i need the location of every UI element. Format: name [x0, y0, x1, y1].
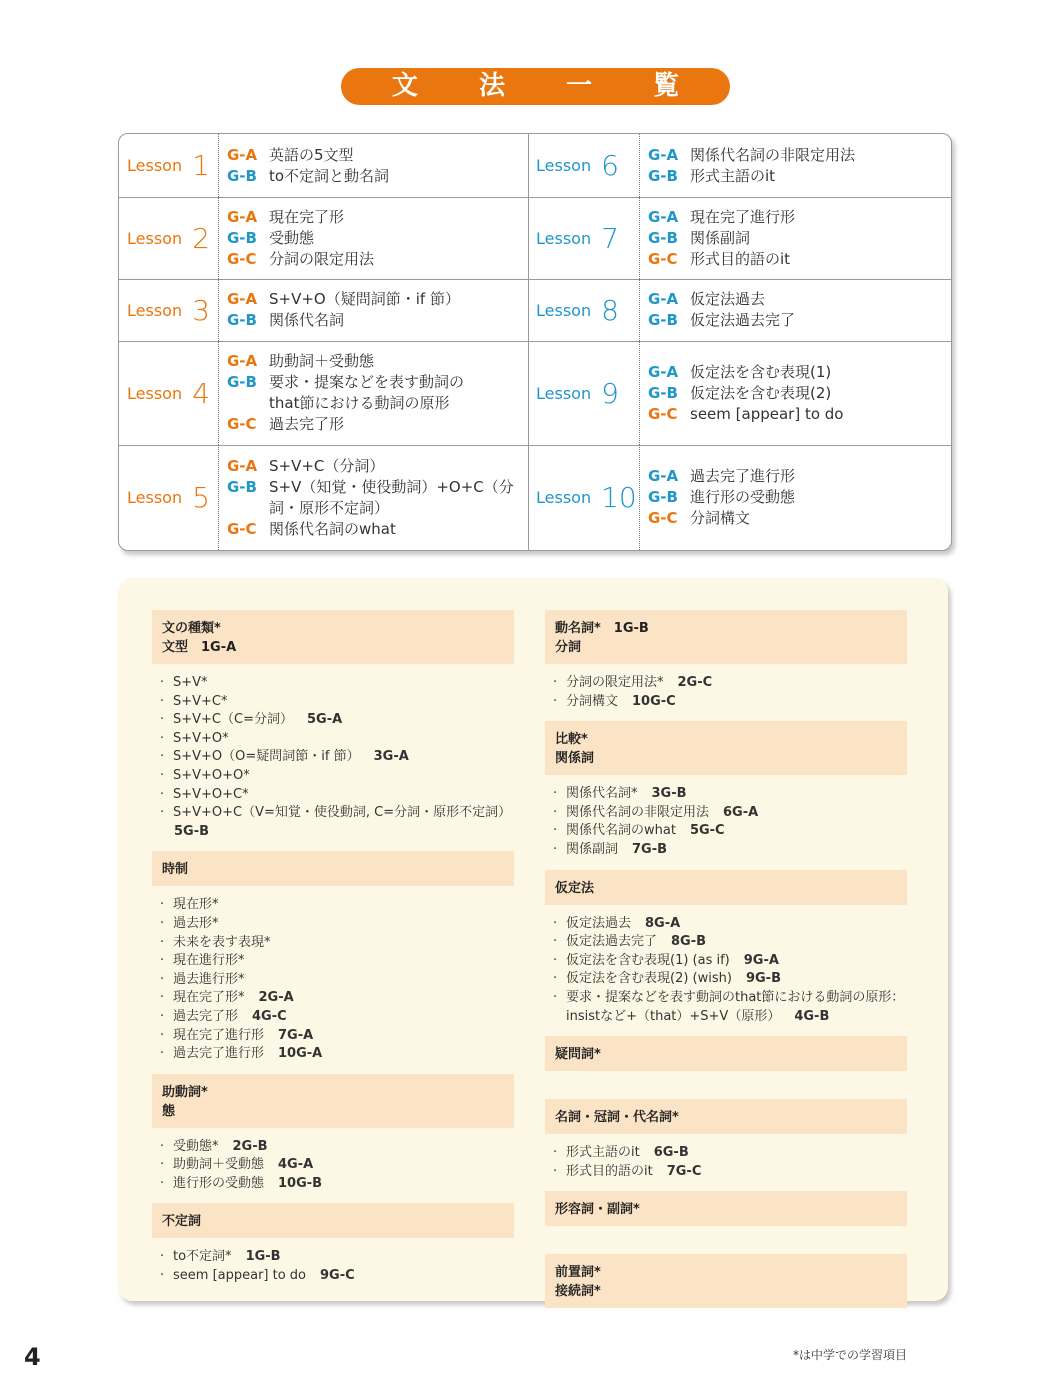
- index-item-text: 形式主語のit: [566, 1145, 640, 1161]
- grammar-item: [648, 166, 952, 187]
- index-section-heading: [152, 610, 514, 664]
- index-section-heading: [545, 1099, 907, 1134]
- heading-line: 比較*: [555, 732, 588, 748]
- grammar-item: [227, 228, 535, 249]
- index-section-heading: [545, 1036, 907, 1071]
- heading-line: 関係詞: [555, 751, 595, 767]
- index-item-text: S+V+O（O=疑問詞節・if 節）: [173, 749, 360, 765]
- grammar-code: G-A: [227, 456, 258, 475]
- index-item-text: 現在形*: [173, 897, 219, 913]
- index-item-text: 現在進行形*: [173, 953, 245, 969]
- grammar-topic: 現在完了形: [269, 207, 345, 226]
- index-item-text: S+V+C*: [173, 693, 228, 709]
- lesson-row: [529, 197, 952, 280]
- index-item: [160, 915, 514, 934]
- index-item-text: 形式目的語のit: [566, 1163, 653, 1179]
- lesson-number: 3: [192, 293, 210, 327]
- grammar-index: [118, 578, 948, 1363]
- index-item-text: 仮定法を含む表現(1) (as if): [566, 952, 730, 968]
- lesson-reference: 5G-B: [174, 823, 210, 839]
- index-right-column: [545, 610, 907, 1363]
- lesson-reference: 6G-B: [653, 1145, 689, 1161]
- grammar-item: [227, 372, 535, 393]
- index-section-heading: [545, 870, 907, 905]
- grammar-code: [227, 393, 269, 414]
- lesson-reference: 10G-B: [278, 1175, 323, 1191]
- index-item: [553, 822, 907, 841]
- index-section-heading: [545, 610, 907, 664]
- grammar-topic: 関係代名詞のwhat: [269, 519, 396, 538]
- index-item: [553, 674, 907, 693]
- grammar-item: [227, 249, 535, 270]
- grammar-code: G-B: [648, 166, 678, 185]
- lesson-word: Lesson: [127, 300, 183, 320]
- index-item: [553, 933, 907, 952]
- lesson-reference: 3G-B: [651, 786, 687, 802]
- lesson-number: 2: [192, 221, 210, 255]
- lesson-reference: 4G-B: [794, 1008, 830, 1024]
- grammar-topic: seem [appear] to do: [690, 404, 844, 423]
- grammar-code: G-C: [227, 519, 257, 538]
- index-item-text: S+V+O+O*: [173, 767, 250, 783]
- grammar-code: G-C: [648, 404, 678, 423]
- page-title-banner: 文 法 一 覧: [341, 68, 730, 105]
- lesson-label: [529, 197, 639, 279]
- index-item-list: [152, 1238, 514, 1295]
- lesson-number: 1: [192, 149, 210, 182]
- grammar-topic: 関係副詞: [690, 228, 751, 247]
- lesson-label: [119, 197, 227, 279]
- grammar-item: [648, 508, 952, 529]
- heading-line: 疑問詞*: [555, 1047, 601, 1063]
- grammar-code: G-B: [648, 488, 678, 506]
- heading-line: 名詞・冠詞・代名詞*: [555, 1110, 679, 1126]
- index-item-text: 過去形*: [173, 915, 219, 931]
- index-item-text: 未来を表す表現*: [173, 934, 271, 950]
- lesson-reference: 2G-A: [258, 990, 294, 1006]
- heading-line: 仮定法: [555, 880, 595, 896]
- grammar-code: G-C: [227, 249, 257, 268]
- index-section-heading: [152, 1074, 514, 1128]
- grammar-code: G-B: [227, 373, 257, 391]
- index-item-list: [152, 1128, 514, 1204]
- heading-line: 前置詞*: [555, 1265, 601, 1281]
- grammar-topic: 詞・原形不定詞）: [269, 498, 390, 517]
- lesson-row: [119, 445, 535, 550]
- index-section-heading: [545, 721, 907, 775]
- grammar-topic: 過去完了進行形: [690, 467, 796, 485]
- lesson-number: 4: [192, 376, 210, 410]
- grammar-topic: 分詞構文: [690, 509, 751, 527]
- lesson-grammar-list: [218, 197, 535, 279]
- grammar-code: G-A: [648, 467, 679, 485]
- lesson-number: 5: [192, 481, 210, 514]
- heading-line: 態: [162, 1103, 176, 1119]
- heading-line: 接続詞*: [555, 1284, 601, 1300]
- index-item-text: 現在完了形*: [173, 990, 245, 1006]
- index-item: [160, 896, 514, 915]
- index-item-text: 助動詞＋受動態: [173, 1157, 265, 1173]
- grammar-code: [227, 498, 269, 519]
- index-item: [160, 1045, 514, 1064]
- grammar-code: G-A: [648, 145, 679, 164]
- grammar-code: G-A: [648, 290, 679, 308]
- index-item-text: S+V+O+C（V=知覚・使役動詞, C=分詞・原形不定詞）: [173, 805, 512, 821]
- lesson-grammar-list: [639, 134, 952, 197]
- grammar-topic: that節における動詞の原形: [269, 394, 450, 412]
- heading-line: 不定詞: [162, 1214, 202, 1230]
- lesson-reference: 2G-B: [232, 1138, 268, 1154]
- grammar-code: G-C: [648, 249, 678, 268]
- grammar-code: G-B: [648, 228, 678, 247]
- lesson-grammar-list: [639, 445, 952, 550]
- index-item-text: 過去完了形: [173, 1008, 239, 1024]
- lesson-number: 7: [601, 221, 619, 255]
- index-item-text: 分詞の限定用法*: [566, 675, 664, 690]
- index-section-heading: [545, 1191, 907, 1226]
- lesson-reference: 9G-A: [743, 952, 779, 968]
- index-item: [553, 1144, 907, 1163]
- index-item-text: 受動態*: [173, 1138, 219, 1154]
- index-item: [160, 1175, 514, 1194]
- lesson-reference: 10G-A: [278, 1046, 323, 1062]
- index-item-text: 関係代名詞の非限定用法: [566, 804, 710, 820]
- index-item-text: 関係副詞: [566, 841, 619, 857]
- lesson-grammar-list: [218, 341, 535, 445]
- grammar-topic: 英語の5文型: [269, 145, 354, 164]
- index-item: [553, 989, 907, 1026]
- heading-line: 時制: [162, 862, 189, 878]
- lesson-word: Lesson: [127, 156, 183, 175]
- lesson-number: 10: [601, 481, 637, 514]
- lesson-reference: 2G-C: [677, 675, 713, 690]
- index-item-text: S+V+O+C*: [173, 786, 249, 802]
- lesson-row: [119, 197, 535, 280]
- lesson-reference: 9G-C: [320, 1268, 355, 1284]
- index-item-text: seem [appear] to do: [173, 1268, 307, 1284]
- lesson-grammar-list: [218, 134, 535, 197]
- lesson-reference: 8G-B: [671, 934, 707, 950]
- index-item-list: [545, 664, 907, 721]
- heading-line: 文型 1G-A: [162, 640, 237, 655]
- grammar-item: [648, 228, 952, 249]
- index-item-text: to不定詞*: [173, 1249, 232, 1265]
- lesson-grammar-list: [218, 279, 535, 341]
- grammar-item: [227, 310, 535, 331]
- lesson-word: Lesson: [536, 300, 592, 320]
- index-item: [160, 952, 514, 971]
- index-item: [160, 786, 514, 805]
- lesson-reference: 5G-A: [306, 712, 343, 728]
- grammar-topic: 形式目的語のit: [690, 249, 791, 268]
- grammar-item: [227, 351, 535, 372]
- grammar-item: [227, 519, 535, 540]
- section-spacer: [545, 1308, 907, 1336]
- lesson-label: [119, 341, 227, 445]
- index-item: [160, 1138, 514, 1157]
- grammar-topic: 過去完了形: [269, 415, 345, 433]
- heading-line: 助動詞*: [162, 1084, 208, 1100]
- index-item-list: [545, 1134, 907, 1191]
- grammar-topic: 仮定法を含む表現(1): [690, 362, 832, 381]
- grammar-item: [648, 383, 952, 404]
- index-item-text: S+V+C（C=分詞）: [173, 712, 293, 728]
- index-item-list: [152, 886, 514, 1073]
- grammar-topic: 現在完了進行形: [690, 207, 796, 226]
- index-section-heading: [152, 851, 514, 886]
- lesson-word: Lesson: [536, 228, 592, 248]
- grammar-item: [648, 362, 952, 383]
- index-item: [553, 841, 907, 860]
- lesson-reference: 6G-A: [723, 804, 759, 820]
- index-item: [160, 1027, 514, 1046]
- lesson-number: 6: [601, 149, 619, 182]
- index-item-list: [545, 775, 907, 869]
- lesson-label: [119, 134, 227, 197]
- index-item: [553, 915, 907, 934]
- lesson-number: 8: [601, 293, 619, 327]
- lesson-label: [529, 341, 639, 445]
- lesson-label: [529, 279, 639, 341]
- grammar-topic: 助動詞＋受動態: [269, 352, 375, 370]
- index-section-heading: [152, 1203, 514, 1238]
- index-section-heading: [545, 1254, 907, 1308]
- index-left-column: [152, 610, 514, 1296]
- grammar-item: [648, 487, 952, 508]
- lesson-reference: 7G-B: [632, 841, 668, 857]
- index-item-text: 仮定法過去: [566, 915, 632, 931]
- heading-line: 分詞: [555, 640, 582, 655]
- index-item: [160, 934, 514, 953]
- index-item-continuation: [566, 1008, 907, 1027]
- grammar-code: G-B: [227, 166, 257, 185]
- index-item-text: S+V*: [173, 675, 208, 690]
- lesson-row: [529, 279, 952, 342]
- lesson-word: Lesson: [127, 228, 183, 248]
- grammar-item: [227, 498, 535, 519]
- index-item: [160, 767, 514, 786]
- lesson-word: Lesson: [536, 383, 592, 403]
- index-item: [160, 693, 514, 712]
- grammar-topic: 進行形の受動態: [690, 488, 796, 506]
- grammar-item: [227, 207, 535, 228]
- grammar-code: G-A: [227, 145, 258, 164]
- grammar-item: [227, 414, 535, 435]
- grammar-item: [227, 145, 535, 166]
- grammar-topic: S+V+O（疑問詞節・if 節）: [269, 290, 460, 308]
- grammar-code: G-A: [648, 362, 679, 381]
- index-item: [160, 674, 514, 693]
- index-item-list: [152, 664, 514, 851]
- grammar-code: G-B: [227, 228, 257, 247]
- index-item-text: 関係代名詞のwhat: [566, 823, 676, 839]
- grammar-code: G-A: [227, 352, 258, 370]
- grammar-item: [227, 456, 535, 477]
- lesson-label: [529, 134, 639, 197]
- index-item: [553, 785, 907, 804]
- grammar-item: [648, 207, 952, 228]
- grammar-code: G-B: [227, 477, 257, 496]
- index-item-text: 関係代名詞*: [566, 786, 638, 802]
- index-item-list: [545, 905, 907, 1037]
- lesson-row: [119, 279, 535, 342]
- grammar-code: G-B: [227, 311, 257, 329]
- grammar-topic: 形式主語のit: [690, 166, 776, 185]
- grammar-topic: 要求・提案などを表す動詞の: [269, 373, 465, 391]
- section-spacer: [545, 1071, 907, 1099]
- index-item-text: 要求・提案などを表す動詞のthat節における動詞の原形：: [566, 989, 905, 1005]
- grammar-code: G-B: [648, 311, 678, 329]
- index-item: [160, 1267, 514, 1286]
- lesson-row: [119, 341, 535, 446]
- index-item-text: 分詞構文: [566, 693, 619, 709]
- grammar-item: [227, 393, 535, 414]
- index-item: [160, 989, 514, 1008]
- lesson-grammar-list: [639, 279, 952, 341]
- lesson-row: [119, 134, 535, 198]
- heading-line: 形容詞・副詞*: [555, 1202, 640, 1218]
- index-item: [553, 970, 907, 989]
- lesson-row: [529, 134, 952, 198]
- lesson-word: Lesson: [127, 383, 183, 403]
- grammar-topic: 関係代名詞の非限定用法: [690, 145, 856, 164]
- lesson-row: [529, 445, 952, 550]
- grammar-topic: 関係代名詞: [269, 311, 345, 329]
- heading-line: 文の種類*: [162, 621, 221, 636]
- lesson-label: [529, 445, 639, 550]
- lesson-reference: 5G-C: [689, 823, 725, 839]
- lesson-word: Lesson: [536, 488, 592, 507]
- index-item: [160, 804, 514, 841]
- lesson-reference: 10G-C: [632, 693, 676, 709]
- grammar-code: G-A: [227, 207, 258, 226]
- grammar-item: [648, 289, 952, 310]
- lesson-reference: 1G-B: [245, 1249, 281, 1265]
- index-item: [160, 1156, 514, 1175]
- page-number: 4: [24, 1343, 41, 1371]
- lesson-reference: 8G-A: [645, 915, 681, 931]
- lesson-word: Lesson: [127, 488, 183, 507]
- grammar-topic: S+V+C（分詞）: [269, 456, 385, 475]
- grammar-item: [648, 249, 952, 270]
- index-item-text: S+V+O*: [173, 730, 229, 746]
- grammar-topic: to不定詞と動名詞: [269, 166, 390, 185]
- lesson-grammar-list: [218, 445, 535, 550]
- lesson-reference: 4G-A: [278, 1157, 314, 1173]
- index-item: [160, 1008, 514, 1027]
- index-item: [160, 730, 514, 749]
- grammar-code: G-A: [648, 207, 679, 226]
- grammar-code: G-A: [227, 290, 258, 308]
- index-item: [553, 804, 907, 823]
- lesson-reference: 3G-A: [373, 749, 409, 765]
- lessons-left-column: [119, 134, 535, 550]
- grammar-item: [227, 289, 535, 310]
- grammar-topic: 仮定法過去: [690, 290, 766, 308]
- lesson-reference: 7G-C: [666, 1163, 702, 1179]
- lesson-number: 9: [601, 376, 619, 410]
- grammar-code: G-C: [227, 415, 257, 433]
- index-item-text: 過去完了進行形: [173, 1046, 265, 1062]
- lesson-word: Lesson: [536, 156, 592, 175]
- index-item-text: 過去進行形*: [173, 971, 245, 987]
- index-item-text: 仮定法を含む表現(2) (wish): [566, 971, 732, 987]
- lessons-table: [118, 133, 952, 551]
- index-item: [553, 952, 907, 971]
- section-spacer: [545, 1226, 907, 1254]
- index-item: [553, 1163, 907, 1182]
- lesson-reference: 4G-C: [252, 1008, 287, 1024]
- grammar-item: [648, 466, 952, 487]
- lesson-reference: 7G-A: [278, 1027, 314, 1043]
- grammar-item: [227, 477, 535, 498]
- lesson-row: [529, 341, 952, 446]
- grammar-topic: 仮定法を含む表現(2): [690, 383, 832, 402]
- index-item-text: 進行形の受動態: [173, 1175, 265, 1191]
- grammar-item: [648, 310, 952, 331]
- lesson-grammar-list: [639, 197, 952, 279]
- lesson-reference: 9G-B: [745, 971, 781, 987]
- lesson-label: [119, 279, 227, 341]
- grammar-topic: 受動態: [269, 228, 315, 247]
- index-item: [160, 1248, 514, 1267]
- grammar-topic: 仮定法過去完了: [690, 311, 796, 329]
- grammar-item: [227, 166, 535, 187]
- grammar-item: [648, 404, 952, 425]
- index-item-text: 現在完了進行形: [173, 1027, 265, 1043]
- grammar-topic: 分詞の限定用法: [269, 249, 375, 268]
- grammar-topic: S+V（知覚・使役動詞）+O+C（分: [269, 477, 514, 496]
- index-item: [553, 693, 907, 712]
- index-item: [160, 971, 514, 990]
- grammar-code: G-C: [648, 509, 678, 527]
- grammar-item: [648, 145, 952, 166]
- lesson-label: [119, 445, 227, 550]
- lesson-grammar-list: [639, 341, 952, 445]
- footnote: *は中学での学習項目: [792, 1348, 907, 1363]
- grammar-code: G-B: [648, 383, 678, 402]
- heading-line: 動名詞* 1G-B: [555, 621, 649, 636]
- index-item-text: insistなど+（that）+S+V（原形）: [566, 1008, 781, 1024]
- index-item: [160, 711, 514, 730]
- index-item-text: 仮定法過去完了: [566, 934, 658, 950]
- lessons-right-column: [528, 134, 952, 550]
- index-item: [160, 748, 514, 767]
